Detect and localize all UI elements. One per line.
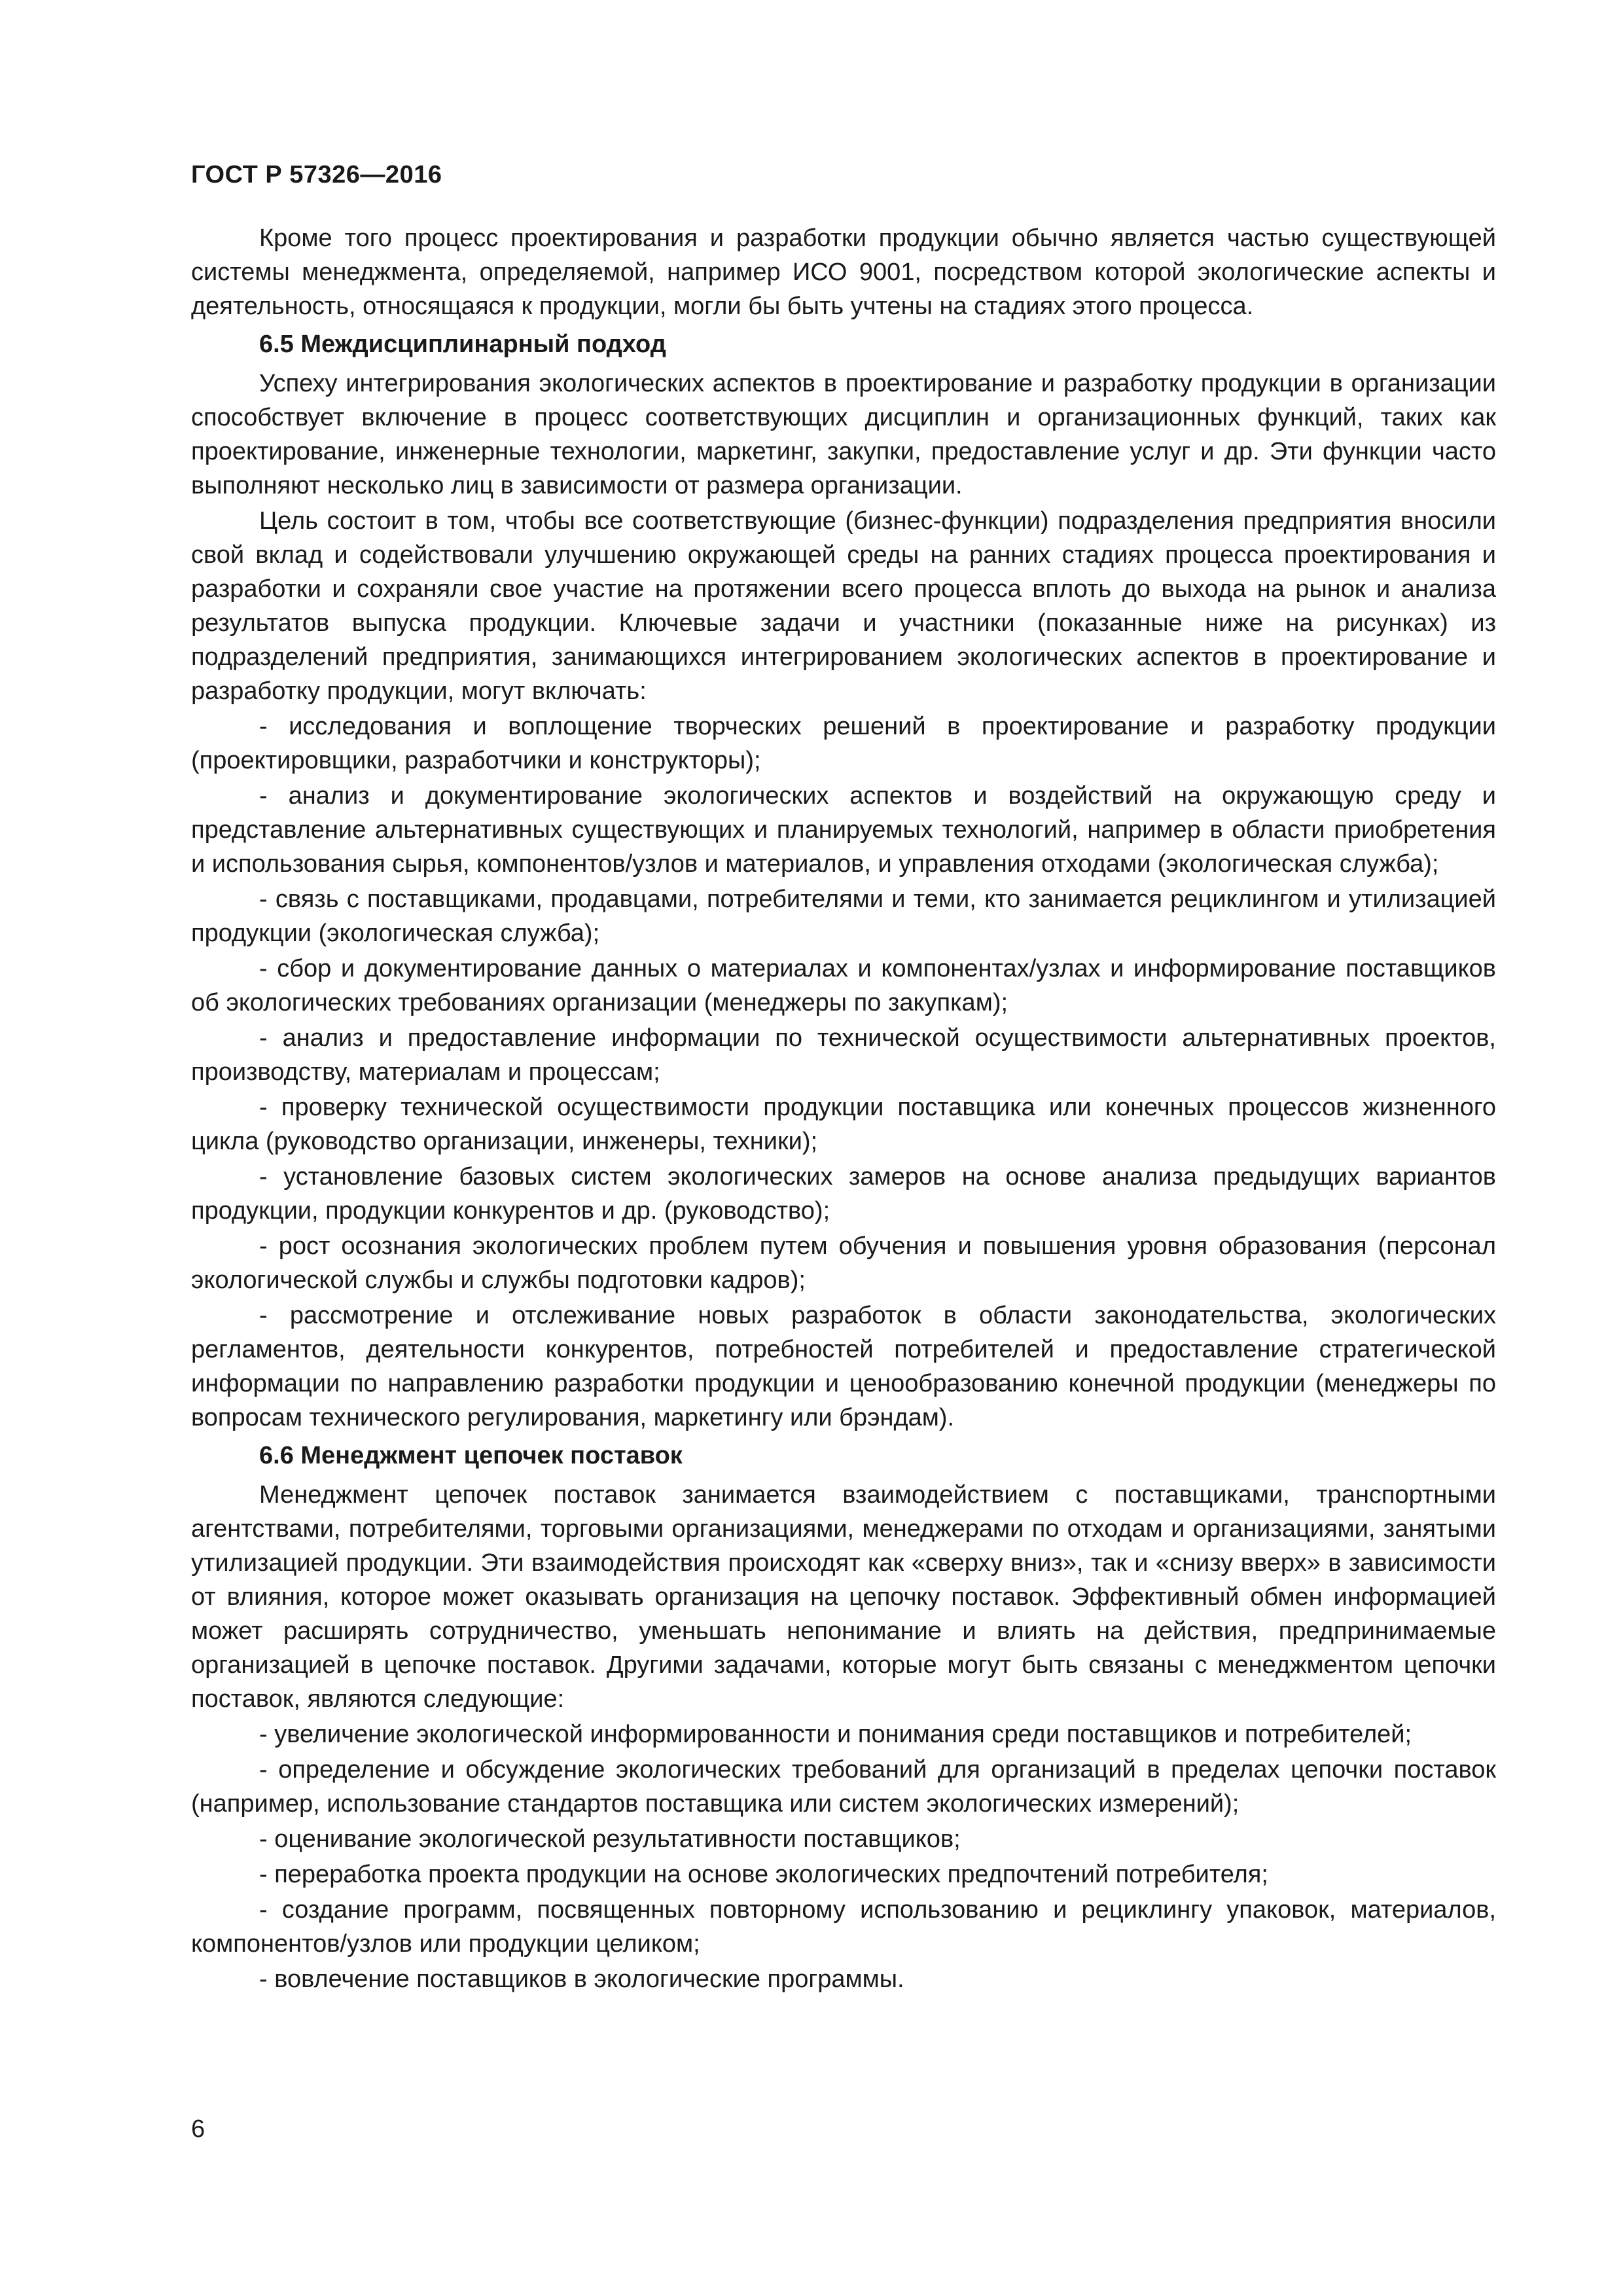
section-6-5-paragraph-1: Успеху интегрирования экологических аспектов в проектирование и разработку продукции в организации способствует включение в процесс соответствующих дисциплин и организационных функций, таких как проектирование, инженерные технологии, маркетинг, закупки, предоставление услуг и др. Эти функции часто выполняют несколько лиц в зависимости от размера организации. (191, 370, 1496, 499)
section-6-6-heading: 6.6 Менеджмент цепочек поставок (259, 1442, 683, 1469)
list-item: - установление базовых систем экологических замеров на основе анализа предыдущих вариантов продукции, продукции конкурентов и др. (руководство); (191, 1163, 1496, 1225)
intro-paragraph: Кроме того процесс проектирования и разработки продукции обычно является частью существующей системы менеджмента, определяемой, например ИСО 9001, посредством которой экологические аспекты и деятельность, относящаяся к продукции, могли бы быть учтены на стадиях этого процесса. (191, 224, 1496, 320)
list-item: - увеличение экологической информированности и понимания среди поставщиков и потребителей; (259, 1721, 1412, 1748)
section-6-6-list (191, 1717, 1496, 1996)
list-item: - рассмотрение и отслеживание новых разработок в области законодательства, экологических регламентов, деятельности конкурентов, потребностей потребителей и предоставление стратегической информации по направлению разработки продукции и ценообразованию конечной продукции (менеджеры по вопросам технического регулирования, маркетингу или брэндам). (191, 1302, 1496, 1431)
section-6-6-paragraph-1: Менеджмент цепочек поставок занимается взаимодействием с поставщиками, транспортными агентствами, потребителями, торговыми организациями, менеджерами по отходам и организациями, занятыми утилизацией продукции. Эти взаимодействия происходят как «сверху вниз», так и «снизу вверх» в зависимости от влияния, которое может оказывать организация на цепочку поставок. Эффективный обмен информацией может расширять сотрудничество, уменьшать непонимание и влиять на действия, предпринимаемые организацией в цепочке поставок. Другими задачами, которые могут быть связаны с менеджментом цепочки поставок, являются следующие: (191, 1481, 1496, 1713)
list-item: - анализ и документирование экологических аспектов и воздействий на окружающую среду и представление альтернативных существующих и планируемых технологий, например в области приобретения и использования сырья, компонентов/узлов и материалов, и управления отходами (экологическая служба); (191, 782, 1496, 878)
list-item: - связь с поставщиками, продавцами, потребителями и теми, кто занимается рециклингом и утилизацией продукции (экологическая служба); (191, 886, 1496, 947)
list-item: - исследования и воплощение творческих решений в проектирование и разработку продукции (проектировщики, разработчики и конструкторы); (191, 713, 1496, 774)
page-number: 6 (191, 2115, 205, 2143)
list-item: - определение и обсуждение экологических требований для организаций в пределах цепочки поставок (например, использование стандартов поставщика или систем экологических измерений); (191, 1756, 1496, 1818)
section-6-5-heading: 6.5 Междисциплинарный подход (259, 331, 666, 358)
list-item: - создание программ, посвященных повторному использованию и рециклингу упаковок, материалов, компонентов/узлов или продукции целиком; (191, 1896, 1496, 1958)
list-item: - переработка проекта продукции на основе экологических предпочтений потребителя; (259, 1861, 1268, 1888)
section-6-5-list (191, 709, 1496, 1435)
list-item: - сбор и документирование данных о материалах и компонентах/узлах и информирование поставщиков об экологических требованиях организации (менеджеры по закупкам); (191, 955, 1496, 1016)
list-item: - рост осознания экологических проблем путем обучения и повышения уровня образования (персонал экологической службы и службы подготовки кадров); (191, 1232, 1496, 1294)
list-item: - оценивание экологической результативности поставщиков; (259, 1825, 961, 1853)
list-item: - проверку технической осуществимости продукции поставщика или конечных процессов жизненного цикла (руководство организации, инженеры, техники); (191, 1094, 1496, 1155)
list-item: - анализ и предоставление информации по технической осуществимости альтернативных проектов, производству, материалам и процессам; (191, 1024, 1496, 1086)
section-6-5-paragraph-2: Цель состоит в том, чтобы все соответствующие (бизнес-функции) подразделения предприятия вносили свой вклад и содействовали улучшению окружающей среды на ранних стадиях процесса проектирования и разработки и сохраняли свое участие на протяжении всего процесса вплоть до выхода на рынок и анализа результатов выпуска продукции. Ключевые задачи и участники (показанные ниже на рисунках) из подразделений предприятия, занимающихся интегрированием экологических аспектов в проектирование и разработку продукции, могут включать: (191, 507, 1496, 705)
document-header: ГОСТ Р 57326—2016 (191, 161, 442, 188)
list-item: - вовлечение поставщиков в экологические программы. (259, 1965, 904, 1993)
document-body (191, 221, 1496, 1998)
